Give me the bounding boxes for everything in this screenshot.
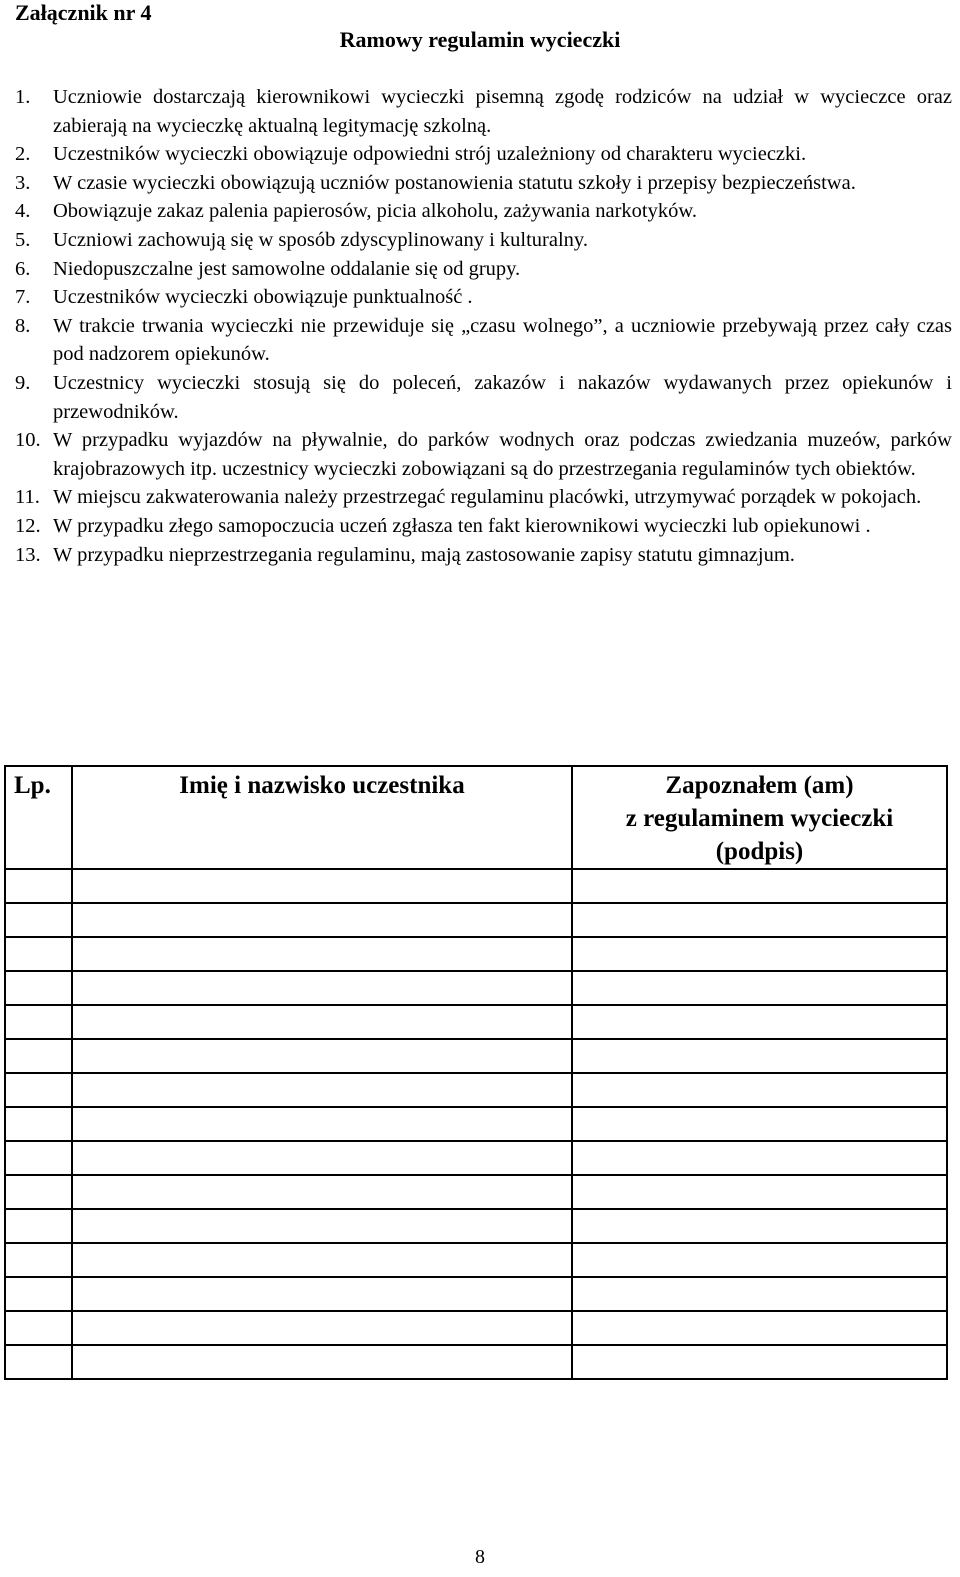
table-cell-sign[interactable]	[572, 1073, 947, 1107]
table-cell-sign[interactable]	[572, 1039, 947, 1073]
table-cell-sign[interactable]	[572, 1209, 947, 1243]
rule-text: Niedopuszczalne jest samowolne oddalanie się od grupy.	[53, 257, 521, 280]
rule-number: 7.	[15, 286, 31, 309]
rule-number: 2.	[15, 143, 31, 166]
rule-number: 10.	[15, 429, 41, 452]
table-cell-sign[interactable]	[572, 1107, 947, 1141]
annex-label: Załącznik nr 4	[15, 0, 152, 25]
table-cell-name[interactable]	[72, 1005, 572, 1039]
rule-text: Uczestników wycieczki obowiązuje odpowiedni strój uzależniony od charakteru wycieczki.	[53, 143, 807, 166]
table-cell-sign[interactable]	[572, 937, 947, 971]
rule-number: 11.	[15, 486, 40, 509]
rule-text: Uczniowie dostarczają kierownikowi wycieczki pisemną zgodę rodziców na udział w wycieczce oraz zabierają na wycieczkę aktualną legitymację szkolną.	[53, 86, 952, 137]
table-row	[5, 1039, 947, 1073]
table-row	[5, 1073, 947, 1107]
header-lp: Lp.	[5, 766, 72, 869]
table-cell-name[interactable]	[72, 1107, 572, 1141]
table-row	[5, 937, 947, 971]
rule-item	[15, 169, 952, 198]
table-cell-lp[interactable]	[5, 1345, 72, 1379]
header-participant-name: Imię i nazwisko uczestnika	[72, 766, 572, 869]
table-cell-sign[interactable]	[572, 1243, 947, 1277]
table-cell-lp[interactable]	[5, 1039, 72, 1073]
table-cell-sign[interactable]	[572, 1277, 947, 1311]
rule-item	[15, 541, 952, 570]
table-header-row	[5, 766, 947, 869]
rule-text: W miejscu zakwaterowania należy przestrzegać regulaminu placówki, utrzymywać porządek w pokojach.	[53, 486, 922, 509]
rule-number: 1.	[15, 86, 31, 108]
table-row	[5, 1107, 947, 1141]
table-row	[5, 1277, 947, 1311]
table-cell-sign[interactable]	[572, 971, 947, 1005]
rule-item	[15, 255, 952, 284]
rule-item	[15, 283, 952, 312]
rule-item	[15, 483, 952, 512]
rule-number: 12.	[15, 514, 41, 537]
table-cell-name[interactable]	[72, 1039, 572, 1073]
rule-text: W przypadku wyjazdów na pływalnie, do parków wodnych oraz podczas zwiedzania muzeów, parków krajobrazowych itp. uczestnicy wycieczki zobowiązani są do przestrzegania regulaminów tych obiektów.	[53, 429, 952, 480]
table-cell-name[interactable]	[72, 1311, 572, 1345]
table-row	[5, 971, 947, 1005]
table-cell-name[interactable]	[72, 1175, 572, 1209]
table-row	[5, 1005, 947, 1039]
rule-text: W trakcie trwania wycieczki nie przewiduje się „czasu wolnego”, a uczniowie przebywają przez cały czas pod nadzorem opiekunów.	[53, 314, 952, 366]
table-row	[5, 1243, 947, 1277]
rule-number: 3.	[15, 171, 31, 194]
document-title: Ramowy regulamin wycieczki	[339, 27, 621, 52]
rule-text: Uczestnicy wycieczki stosują się do poleceń, zakazów i nakazów wydawanych przez opiekunów i przewodników.	[53, 371, 952, 423]
table-cell-lp[interactable]	[5, 1005, 72, 1039]
table-cell-name[interactable]	[72, 1345, 572, 1379]
table-row	[5, 1175, 947, 1209]
rules-list	[15, 83, 952, 569]
table-cell-lp[interactable]	[5, 1175, 72, 1209]
header-sign-line-2: z regulaminem wycieczki	[625, 805, 894, 832]
rule-number: 6.	[15, 257, 31, 280]
table-cell-name[interactable]	[72, 1209, 572, 1243]
rule-item	[15, 140, 952, 169]
table-cell-lp[interactable]	[5, 903, 72, 937]
header-sign-line-1: Zapoznałem (am)	[665, 772, 854, 799]
signature-table	[4, 765, 948, 1380]
table-cell-lp[interactable]	[5, 1073, 72, 1107]
table-row	[5, 1311, 947, 1345]
table-cell-lp[interactable]	[5, 1277, 72, 1311]
rule-number: 8.	[15, 314, 31, 337]
table-row	[5, 1141, 947, 1175]
table-cell-sign[interactable]	[572, 903, 947, 937]
table-cell-lp[interactable]	[5, 1243, 72, 1277]
table-cell-name[interactable]	[72, 971, 572, 1005]
table-cell-sign[interactable]	[572, 1005, 947, 1039]
table-cell-sign[interactable]	[572, 1141, 947, 1175]
rule-number: 5.	[15, 228, 31, 251]
rule-text: Uczestników wycieczki obowiązuje punktualność .	[53, 286, 473, 309]
rule-item	[15, 83, 952, 140]
table-row	[5, 1345, 947, 1379]
table-cell-lp[interactable]	[5, 869, 72, 903]
table-body	[5, 869, 947, 1379]
table-cell-lp[interactable]	[5, 1107, 72, 1141]
rule-item	[15, 512, 952, 541]
table-cell-name[interactable]	[72, 869, 572, 903]
table-cell-name[interactable]	[72, 1243, 572, 1277]
page-number: 8	[475, 1546, 485, 1568]
rule-number: 4.	[15, 200, 31, 223]
header-acknowledgement-signature	[572, 766, 947, 869]
table-cell-lp[interactable]	[5, 1141, 72, 1175]
table-cell-name[interactable]	[72, 937, 572, 971]
table-cell-lp[interactable]	[5, 937, 72, 971]
rule-item	[15, 312, 952, 369]
table-cell-name[interactable]	[72, 903, 572, 937]
table-row	[5, 869, 947, 903]
rule-item	[15, 197, 952, 226]
rule-text: Uczniowi zachowują się w sposób zdyscyplinowany i kulturalny.	[53, 228, 588, 251]
rule-text: W przypadku złego samopoczucia uczeń zgłasza ten fakt kierownikowi wycieczki lub opiekunowi .	[53, 514, 871, 537]
table-cell-lp[interactable]	[5, 1209, 72, 1243]
rule-text: W przypadku nieprzestrzegania regulaminu, mają zastosowanie zapisy statutu gimnazjum.	[53, 543, 795, 566]
table-row	[5, 1209, 947, 1243]
table-cell-name[interactable]	[72, 1141, 572, 1175]
table-cell-sign[interactable]	[572, 1311, 947, 1345]
table-cell-sign[interactable]	[572, 1345, 947, 1379]
table-cell-name[interactable]	[72, 1073, 572, 1107]
table-cell-sign[interactable]	[572, 869, 947, 903]
rule-item	[15, 369, 952, 426]
rule-number: 13.	[15, 543, 41, 566]
rule-item	[15, 226, 952, 255]
header-sign-line-3: (podpis)	[715, 838, 804, 865]
table-cell-lp[interactable]	[5, 1311, 72, 1345]
table-cell-name[interactable]	[72, 1277, 572, 1311]
rule-text: Obowiązuje zakaz palenia papierosów, picia alkoholu, zażywania narkotyków.	[53, 200, 697, 223]
rule-text: W czasie wycieczki obowiązują uczniów postanowienia statutu szkoły i przepisy bezpieczeństwa.	[53, 171, 856, 194]
table-cell-lp[interactable]	[5, 971, 72, 1005]
table-cell-sign[interactable]	[572, 1175, 947, 1209]
table-row	[5, 903, 947, 937]
rule-item	[15, 426, 952, 483]
rule-number: 9.	[15, 371, 31, 394]
